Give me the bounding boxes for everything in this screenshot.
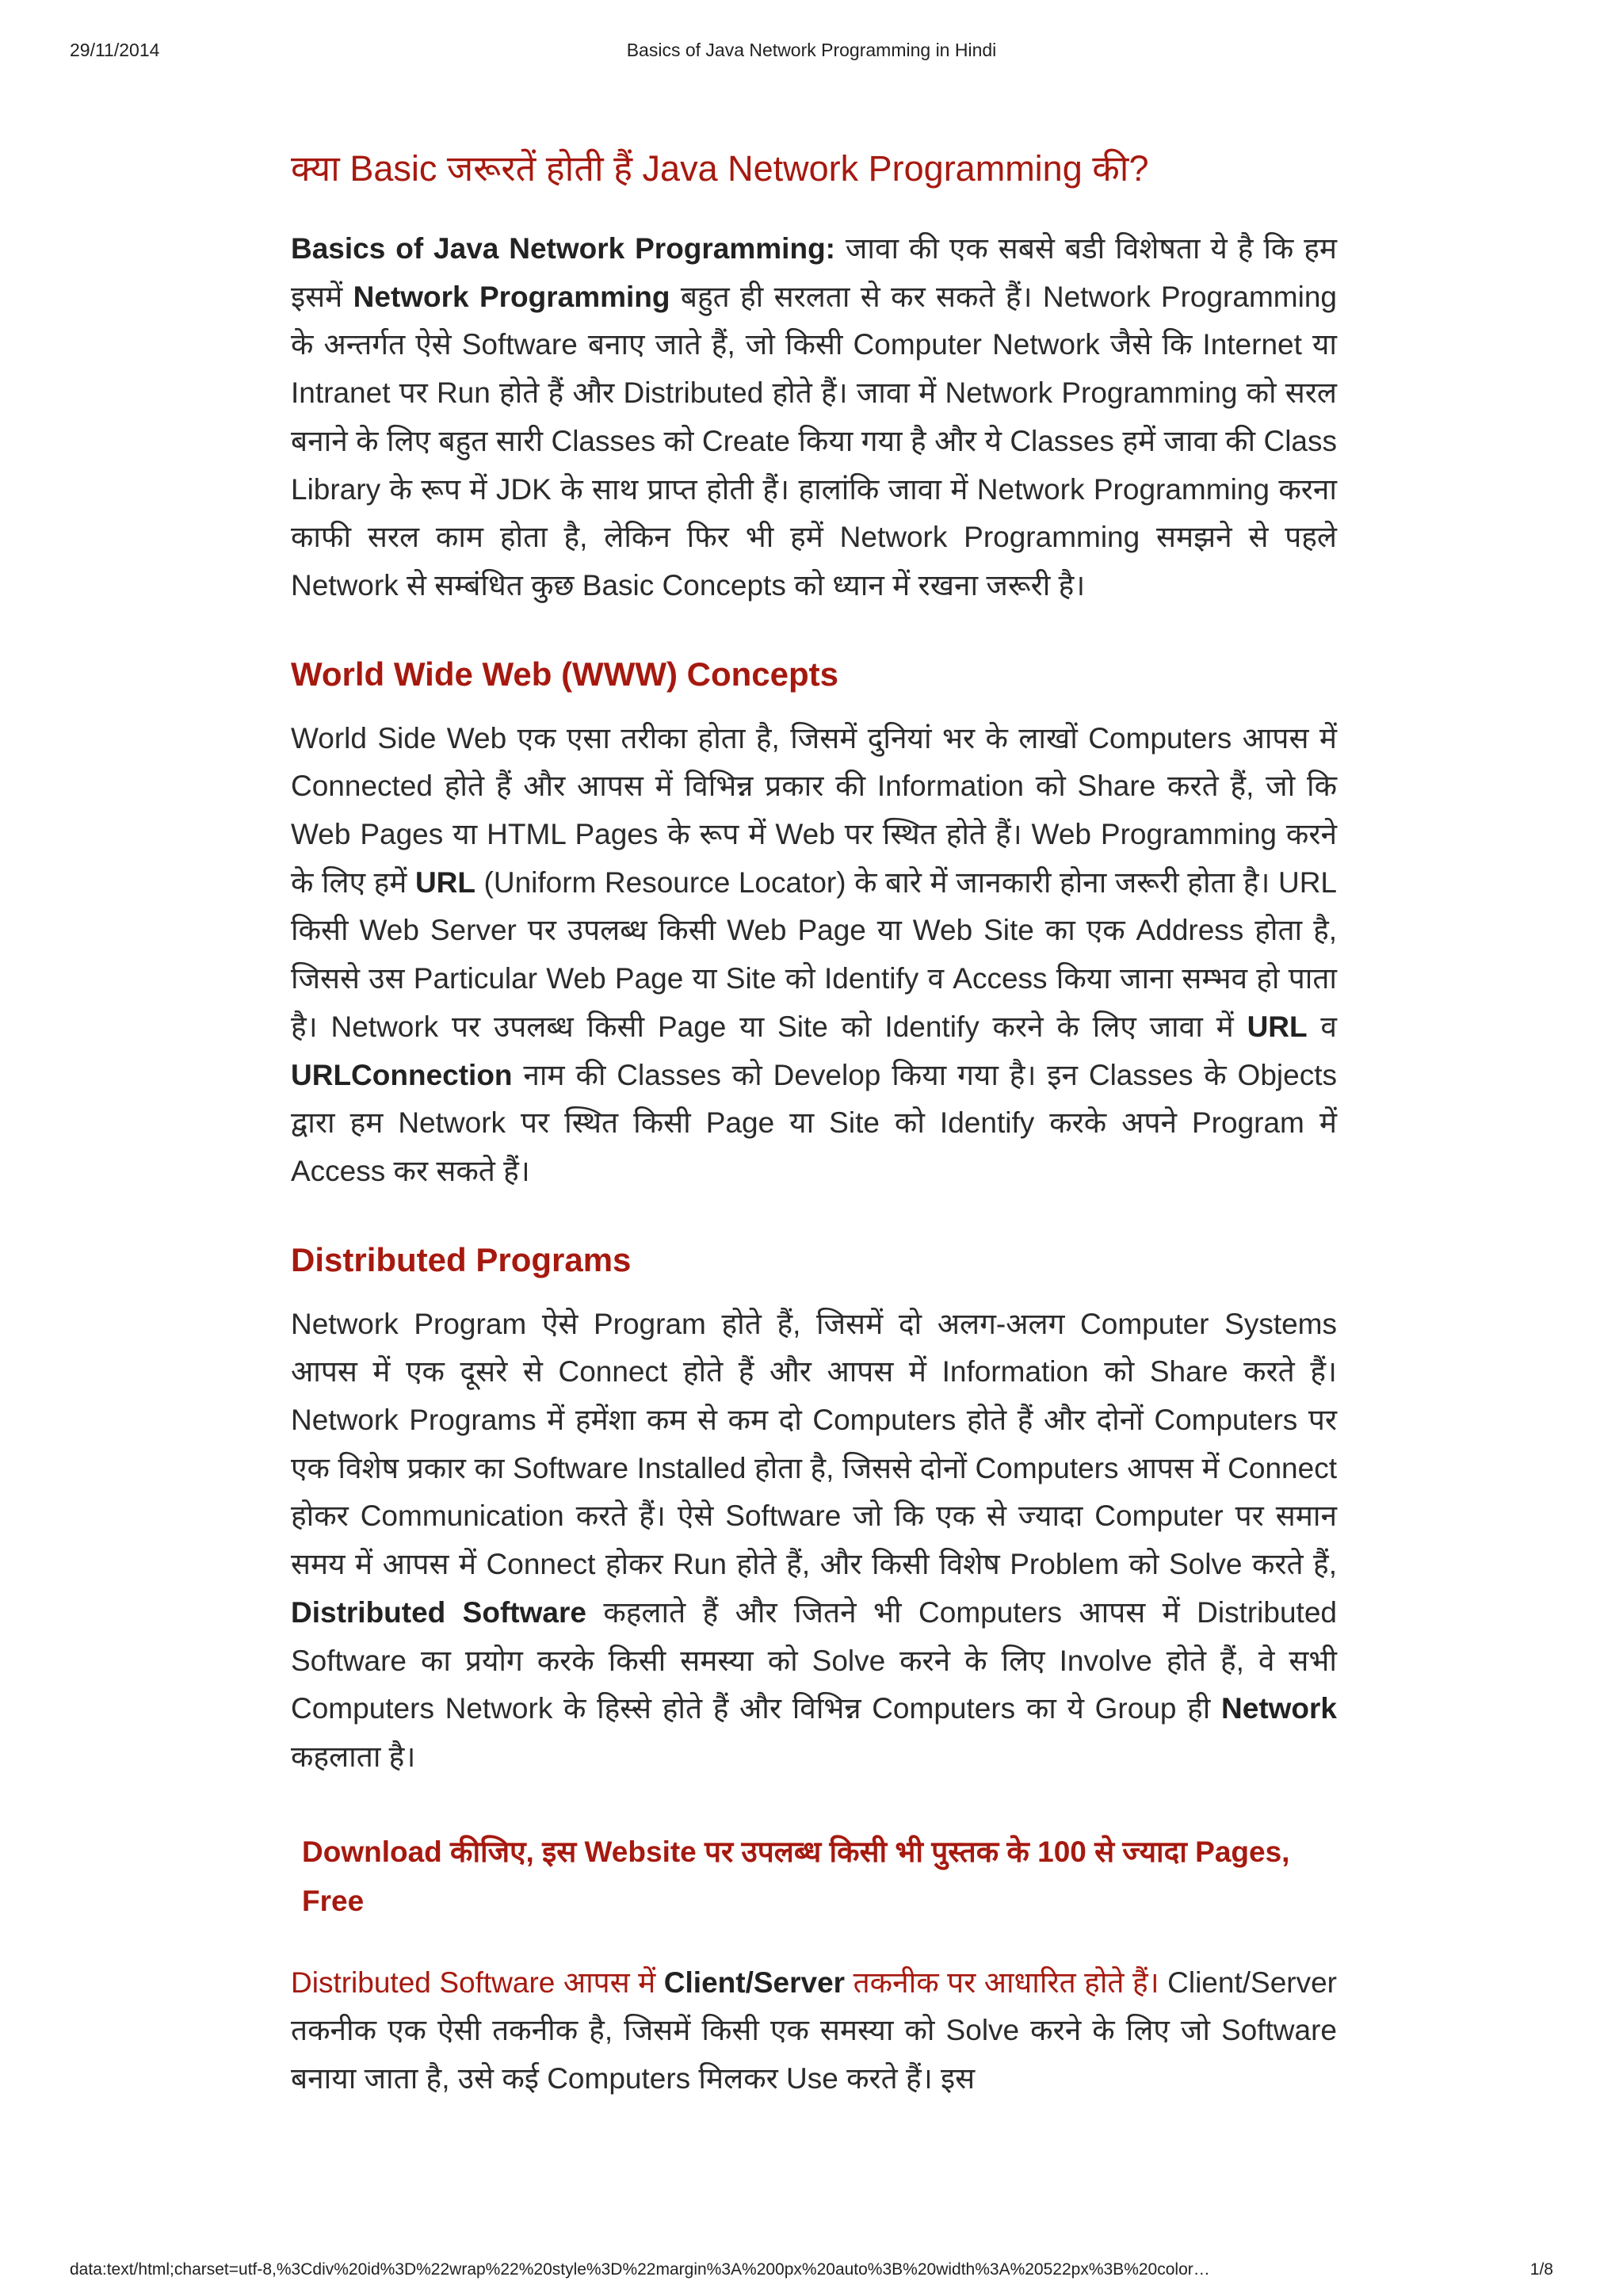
article-title: क्या Basic जरूरतें होती हैं Java Network Programming की?	[291, 148, 1149, 189]
www-text-4: नाम की Classes को Develop किया गया है। इन Classes के Objects द्वारा हम Network पर स्थित किसी Page या Site को Identify करके अपने Program में Access कर सकते हैं।	[291, 1058, 1337, 1187]
print-page-title: Basics of Java Network Programming in Hindi	[626, 40, 997, 60]
intro-lead: Basics of Java Network Programming:	[291, 232, 835, 265]
intro-bold-network-programming: Network Programming	[353, 280, 670, 313]
www-bold-url: URL	[414, 865, 475, 899]
client-server-text: Client/Server तकनीक एक ऐसी तकनीक है, जिसमें किसी एक समस्या को Solve करने के लिए जो Software बनाया जाता है, उसे कई Computers मिलकर Use करते हैं। इस	[291, 1966, 1337, 2095]
distributed-text-2: कहलाते हैं और जितने भी Computers आपस में Distributed Software का प्रयोग करके किसी समस्या को Solve करने के लिए Involve होते हैं, वे सभी Computers Network के हिस्से होते हैं और विभिन्न Computers का ये Group ही	[291, 1595, 1337, 1725]
distributed-bold-network: Network	[1221, 1692, 1337, 1725]
client-server-red-2: तकनीक पर आधारित होते हैं।	[845, 1966, 1159, 1999]
print-source-url: data:text/html;charset=utf-8,%3Cdiv%20id%3D%22wrap%22%20style%3D%22margin%3A%200px%20auto%3B%20width%3A%20522px%3B%20color…	[70, 2260, 1210, 2279]
www-text-3: व	[1307, 1010, 1337, 1043]
print-header	[70, 40, 1553, 71]
distributed-text-1: Network Program ऐसे Program होते हैं, जिसमें दो अलग-अलग Computer Systems आपस में एक दूसरे से Connect होते हैं और आपस में Information को Share करते हैं। Network Programs में हमेंशा कम से कम दो Computers होते हैं और दोनों Computers पर एक विशेष प्रकार का Software Installed होता है, जिससे दोनों Computers आपस में Connect होकर Communication करते हैं। ऐसे Software जो कि एक से ज्यादा Computer पर समान समय में आपस में Connect होकर Run होते हैं, और किसी विशेष Problem को Solve करते हैं,	[291, 1307, 1337, 1581]
page-number: 1/8	[1529, 2260, 1553, 2279]
www-bold-urlconnection: URLConnection	[291, 1058, 513, 1091]
distributed-paragraph	[291, 1301, 1337, 1782]
client-server-red-1: Distributed Software आपस में	[291, 1966, 664, 1999]
distributed-text-3: कहलाता है।	[291, 1740, 416, 1773]
www-heading: World Wide Web (WWW) Concepts	[291, 655, 838, 693]
intro-text-1: जावा की एक सबसे बडी विशेषता ये है कि हम इसमें	[291, 232, 1338, 313]
www-text-1: World Side Web एक एसा तरीका होता है, जिसमें दुनियां भर के लाखों Computers आपस में Connected होते हैं और आपस में विभिन्न प्रकार की Information को Share करते हैं, जो कि Web Pages या HTML Pages के रूप में Web पर स्थित होते हैं। Web Programming करने के लिए हमें	[291, 721, 1337, 899]
client-server-bold: Client/Server	[663, 1966, 846, 1999]
intro-text-2: बहुत ही सरलता से कर सकते हैं। Network Programming के अन्तर्गत ऐसे Software बनाए जाते हैं, जो किसी Computer Network जैसे कि Internet या Intranet पर Run होते हैं और Distributed होते हैं। जावा में Network Programming को सरल बनाने के लिए बहुत सारी Classes को Create किया गया है और ये Classes हमें जावा की Class Library के रूप में JDK के साथ प्राप्त होती हैं। हालांकि जावा में Network Programming करना काफी सरल काम होता है, लेकिन फिर भी हमें Network Programming समझने से पहले Network से सम्बंधित कुछ Basic Concepts को ध्यान में रखना जरूरी है।	[291, 280, 1337, 602]
www-text-2: (Uniform Resource Locator) के बारे में जानकारी होना जरूरी होता है। URL किसी Web Server पर उपलब्ध किसी Web Page या Web Site का एक Address होता है, जिससे उस Particular Web Page या Site को Identify व Access किया जाना सम्भव हो पाता है। Network पर उपलब्ध किसी Page या Site को Identify करने के लिए जावा में	[291, 865, 1337, 1043]
intro-paragraph	[291, 225, 1337, 610]
print-date: 29/11/2014	[70, 40, 160, 60]
distributed-bold-software: Distributed Software	[291, 1595, 586, 1629]
download-link[interactable]: Download कीजिए, इस Website पर उपलब्ध किसी भी पुस्तक के 100 से ज्यादा Pages, Free	[302, 1835, 1290, 1917]
www-bold-url-2: URL	[1247, 1010, 1308, 1043]
article-content	[291, 143, 1337, 2103]
www-paragraph	[291, 715, 1337, 1196]
distributed-heading: Distributed Programs	[291, 1240, 632, 1278]
client-server-paragraph	[291, 1959, 1337, 2103]
